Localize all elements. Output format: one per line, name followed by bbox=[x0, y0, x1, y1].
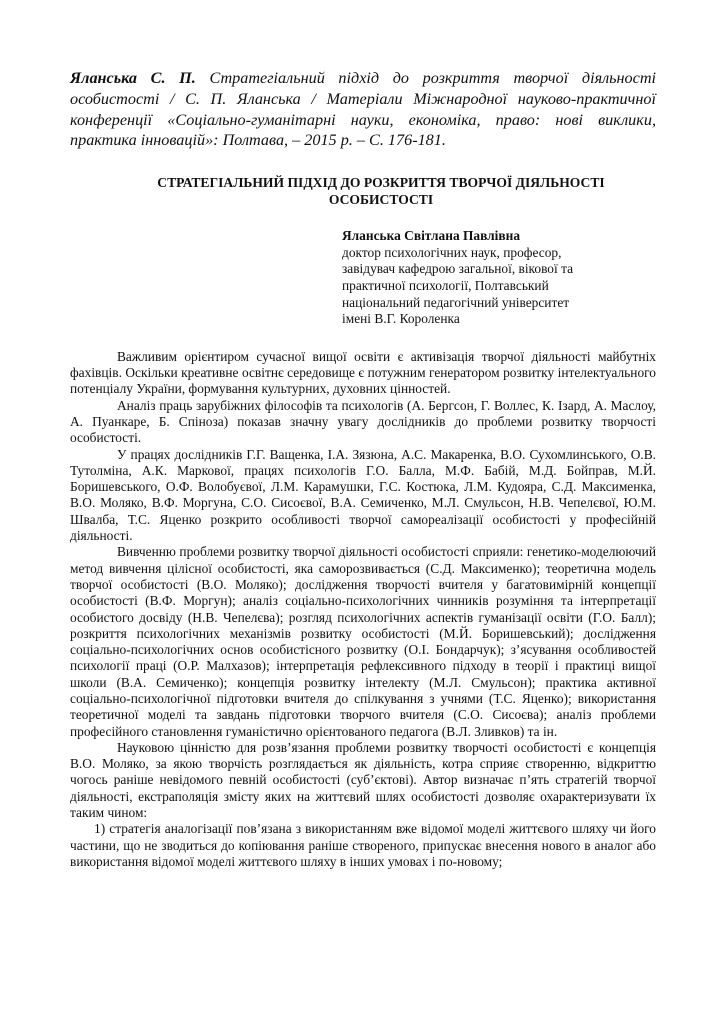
author-affiliation-line: імені В.Г. Короленка bbox=[342, 311, 460, 327]
author-affiliation-line: доктор психологічних наук, професор, bbox=[342, 244, 562, 260]
paragraph: Аналіз праць зарубіжних філософів та психологів (А. Бергсон, Г. Воллес, К. Ізард, А. Маслоу, А. Пуанкаре, Б. Спіноза) показав значну увагу дослідників до проблеми розвитку творчості особистості. bbox=[70, 397, 656, 446]
paragraph: Науковою цінністю для розв’язання проблеми розвитку творчості особистості є концепція В.О. Моляко, за якою творчість розглядається як діяльність, котра сприяє створенню, відкриттю чогось раніше невідомого певній особистості (суб’єктові). Автор визначає п’ять стратегій творчої діяльності, екстраполяція змісту яких на життєвий шлях особистості дозволяє охарактеризувати їх таким чином: bbox=[70, 739, 656, 821]
body-text bbox=[70, 349, 656, 871]
citation-author: Яланська С. П. bbox=[70, 69, 196, 87]
citation bbox=[70, 68, 656, 151]
paragraph: У працях дослідників Г.Г. Ващенка, І.А. Зязюна, А.С. Макаренка, В.О. Сухомлинського, О.В. Тутолміна, А.К. Маркової, працях психологів Г.О. Балла, М.Ф. Бабій, М.Д. Бойправ, М.Й. Боришевського, О.Ф. Волобуєвої, Л.М. Карамушки, Г.С. Костюка, Л.М. Кудояра, С.Д. Максименка, В.О. Моляко, В.Ф. Моргуна, С.О. Сисоєвої, В.А. Семиченко, М.Л. Смульсон, Н.В. Чепелєвої, Ю.М. Швалба, Т.С. Яценко розкрито особливості творчої самореалізації особистості у професійній діяльності. bbox=[70, 446, 656, 544]
paper-title-line-1: СТРАТЕГІАЛЬНИЙ ПІДХІД ДО РОЗКРИТТЯ ТВОРЧОЇ ДІЯЛЬНОСТІ bbox=[157, 175, 605, 191]
paragraph: Важливим орієнтиром сучасної вищої освіти є активізація творчої діяльності майбутніх фахівців. Оскільки креативне освітнє середовище є потужним генератором розвитку інтелектуального потенціалу України, формування культурних, духовних цінностей. bbox=[70, 348, 656, 397]
author-affiliation-line: завідувач кафедрою загальної, вікової та bbox=[342, 261, 574, 277]
list-item: 1) стратегія аналогізації пов’язана з використанням вже відомої моделі життєвого шляху чи його частини, що не зводиться до копіювання раніше створеного, припускає внесення нового в аналог або використання відомої моделі життєвого шляху в інших умовах і по-новому; bbox=[70, 821, 656, 869]
author-affiliation-line: практичної психології, Полтавський bbox=[342, 277, 549, 293]
paragraph: Вивченню проблеми розвитку творчої діяльності особистості сприяли: генетико-моделюючий метод вивчення цілісної особистості, яка саморозвивається (С.Д. Максименко); теоретична модель творчої особистості (В.О. Моляко); дослідження творчості вчителя у багатовимірній концепції особистості (В.Ф. Моргун); аналіз соціально-психологічних чинників розуміння та інтерпретації особистого досвіду (Н.В. Чепелєва); розгляд психологічних аспектів гуманізації освіти (Г.О. Балл); розкриття психологічних механізмів розвитку особистості (М.Й. Боришевський); дослідження соціально-психологічних основ особистісного розвитку (О.І. Бондарчук); з’ясування особливостей психології праці (О.Р. Малхазов); інтерпретація рефлексивного підходу в теорії і практиці вищої школи (В.А. Семиченко); концепція розвитку інтелекту (М.Л. Смульсон); практика активної соціально-психологічної підготовки вчителя до спілкування з учнями (Т.С. Яценко); використання теоретичної моделі та завдань підготовки творчого вчителя (С.О. Сисоєва); аналіз проблеми професійного становлення гуманістично орієнтованого педагога (В.Л. Зливков) та ін. bbox=[70, 544, 656, 739]
citation-text: Стратегіальний підхід до розкриття творчої діяльності особистості / С. П. Яланська / Матеріали Міжнародної науково-практичної конференції «Соціально-гуманітарні науки, економіка, право: нові виклики, практика інновацій»: Полтава, – 2015 р. – С. 176-181. bbox=[70, 69, 657, 150]
author-name: Яланська Світлана Павлівна bbox=[342, 228, 521, 244]
author-affiliation-line: національний педагогічний університет bbox=[342, 294, 570, 310]
paper-title-line-2: ОСОБИСТОСТІ bbox=[328, 192, 434, 208]
author-block bbox=[342, 228, 656, 328]
paper-title bbox=[70, 174, 656, 208]
